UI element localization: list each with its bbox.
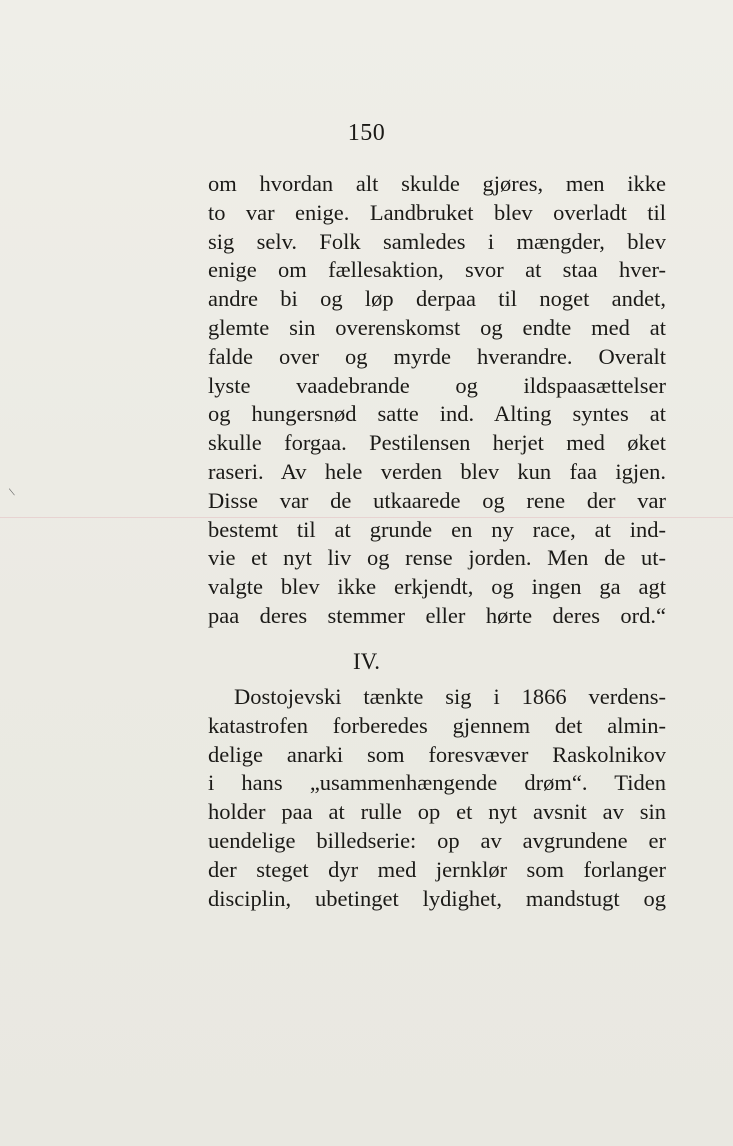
text-line: bestemt til at grunde en ny race, at ind-	[208, 516, 666, 542]
text-line: disciplin, ubetinget lydighet, mandstugt og	[208, 885, 666, 911]
text-line: om hvordan alt skulde gjøres, men ikke	[208, 171, 666, 196]
text-line: raseri. Av hele verden blev kun faa igjen.	[208, 458, 666, 484]
text-line: i hans „usammenhængende drøm“. Tiden	[208, 770, 666, 796]
text-line: skulle forgaa. Pestilensen herjet med øket	[208, 430, 666, 456]
text-line: delige anarki som foresvæver Raskolnikov	[208, 741, 666, 767]
text-line: katastrofen forberedes gjennem det almin-	[208, 712, 666, 738]
margin-mark: \	[7, 484, 16, 499]
text-line: vie et nyt liv og rense jorden. Men de ut-	[208, 545, 666, 571]
text-line: to var enige. Landbruket blev overladt til	[208, 199, 666, 225]
paragraph-1	[208, 170, 666, 631]
text-line: glemte sin overenskomst og endte med at	[208, 314, 666, 340]
text-line: der steget dyr med jernklør som forlanger	[208, 856, 666, 882]
text-line: og hungersnød satte ind. Alting syntes at	[208, 401, 666, 427]
text-line: falde over og myrde hverandre. Overalt	[208, 343, 666, 369]
text-line: enige om fællesaktion, svor at staa hver-	[208, 257, 666, 283]
text-line: paa deres stemmer eller hørte deres ord.“	[208, 602, 666, 628]
text-line: valgte blev ikke erkjendt, og ingen ga agt	[208, 574, 666, 600]
text-line: Disse var de utkaarede og rene der var	[208, 487, 666, 513]
paragraph-2	[208, 683, 666, 913]
text-line: lyste vaadebrande og ildspaasættelser	[208, 372, 666, 398]
text-line: Dostojevski tænkte sig i 1866 verdens-	[234, 684, 666, 709]
text-line: andre bi og løp derpaa til noget andet,	[208, 286, 666, 312]
page-number: 150	[347, 120, 386, 146]
text-line: holder paa at rulle op et nyt avsnit av sin	[208, 799, 666, 825]
text-line: uendelige billedserie: op av avgrundene er	[208, 827, 666, 853]
text-line: sig selv. Folk samledes i mængder, blev	[208, 228, 666, 254]
section-heading: IV.	[352, 649, 381, 674]
